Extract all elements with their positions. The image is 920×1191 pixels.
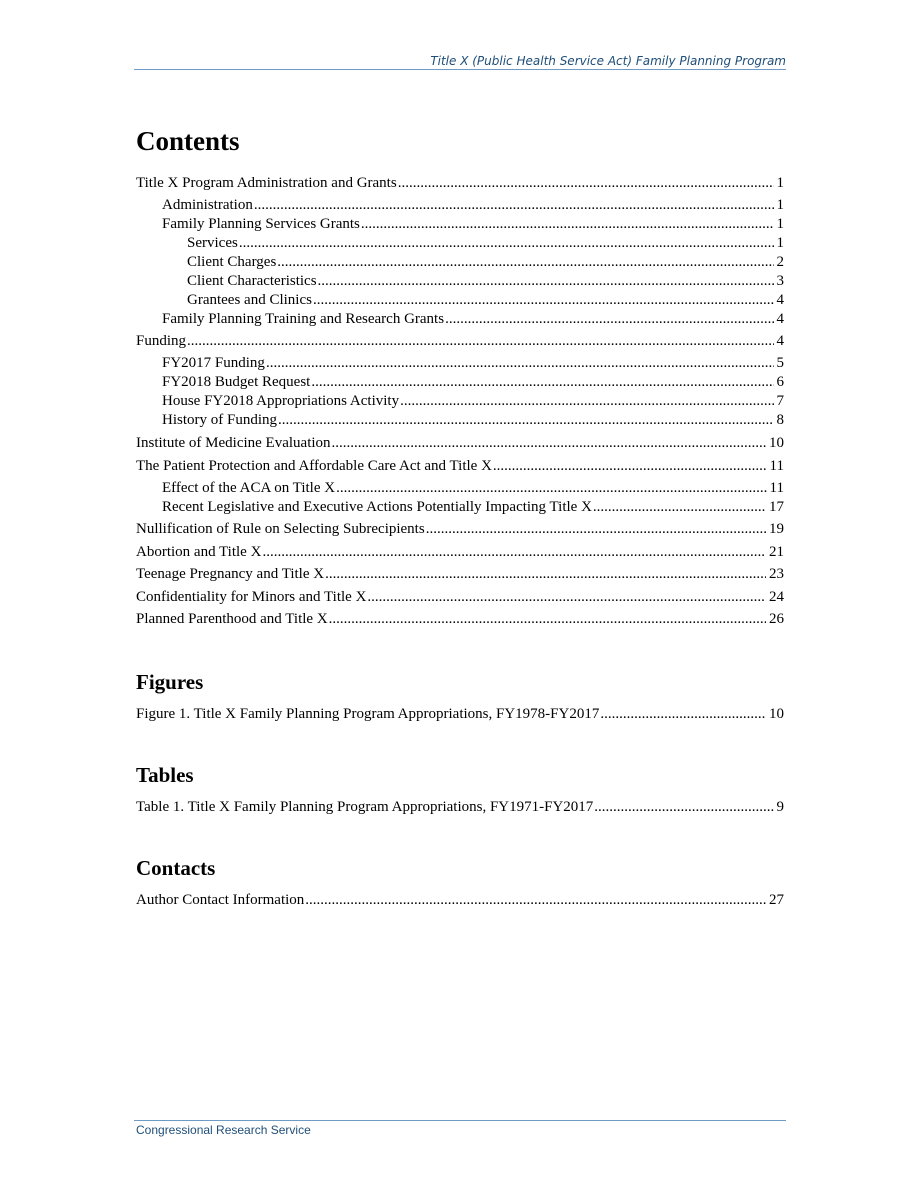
toc-entry[interactable]: House FY2018 Appropriations Activity ..... 7 — [162, 392, 784, 411]
toc-entry[interactable]: Abortion and Title X ..... 21 — [136, 543, 784, 562]
toc-entry[interactable]: Nullification of Rule on Selecting Subrecipients ..... 19 — [136, 520, 784, 539]
toc-entry[interactable]: Title X Program Administration and Grants ..... 1 — [136, 174, 784, 193]
toc-entry[interactable]: Recent Legislative and Executive Actions Potentially Impacting Title X ..... 17 — [162, 498, 784, 517]
toc-entry[interactable]: Teenage Pregnancy and Title X ..... 23 — [136, 565, 784, 584]
toc-entry[interactable]: Client Charges ..... 2 — [187, 253, 784, 272]
toc-entry[interactable]: History of Funding ..... 8 — [162, 411, 784, 430]
header-rule — [134, 69, 786, 70]
toc-entry[interactable]: Grantees and Clinics ..... 4 — [187, 291, 784, 310]
footer-publisher: Congressional Research Service — [136, 1123, 311, 1137]
toc-entry[interactable]: Services ..... 1 — [187, 234, 784, 253]
table-entry[interactable]: Table 1. Title X Family Planning Program Appropriations, FY1971-FY2017 ..... 9 — [136, 798, 784, 817]
contact-entry[interactable]: Author Contact Information ..... 27 — [136, 891, 784, 910]
toc-entry[interactable]: Family Planning Services Grants ..... 1 — [162, 215, 784, 234]
toc-entry[interactable]: Family Planning Training and Research Grants ..... 4 — [162, 310, 784, 329]
toc-entry[interactable]: The Patient Protection and Affordable Care Act and Title X ..... 11 — [136, 457, 784, 476]
contacts-heading: Contacts — [136, 856, 216, 880]
toc-entry[interactable]: Confidentiality for Minors and Title X ..... 24 — [136, 588, 784, 607]
toc-entry[interactable]: Funding ..... 4 — [136, 332, 784, 351]
footer-rule — [134, 1120, 786, 1121]
contents-heading: Contents — [136, 126, 240, 156]
toc-entry[interactable]: Institute of Medicine Evaluation ..... 10 — [136, 434, 784, 453]
running-header: Title X (Public Health Service Act) Family Planning Program — [430, 54, 786, 68]
toc-entry[interactable]: FY2017 Funding ..... 5 — [162, 354, 784, 373]
figure-entry[interactable]: Figure 1. Title X Family Planning Program Appropriations, FY1978-FY2017 ..... 10 — [136, 705, 784, 724]
toc-entry[interactable]: Effect of the ACA on Title X ..... 11 — [162, 479, 784, 498]
toc-entry[interactable]: Planned Parenthood and Title X ..... 26 — [136, 610, 784, 629]
toc-entry[interactable]: Administration ..... 1 — [162, 196, 784, 215]
toc-entry[interactable]: Client Characteristics ..... 3 — [187, 272, 784, 291]
toc-entry[interactable]: FY2018 Budget Request ..... 6 — [162, 373, 784, 392]
figures-heading: Figures — [136, 670, 204, 694]
tables-heading: Tables — [136, 763, 194, 787]
